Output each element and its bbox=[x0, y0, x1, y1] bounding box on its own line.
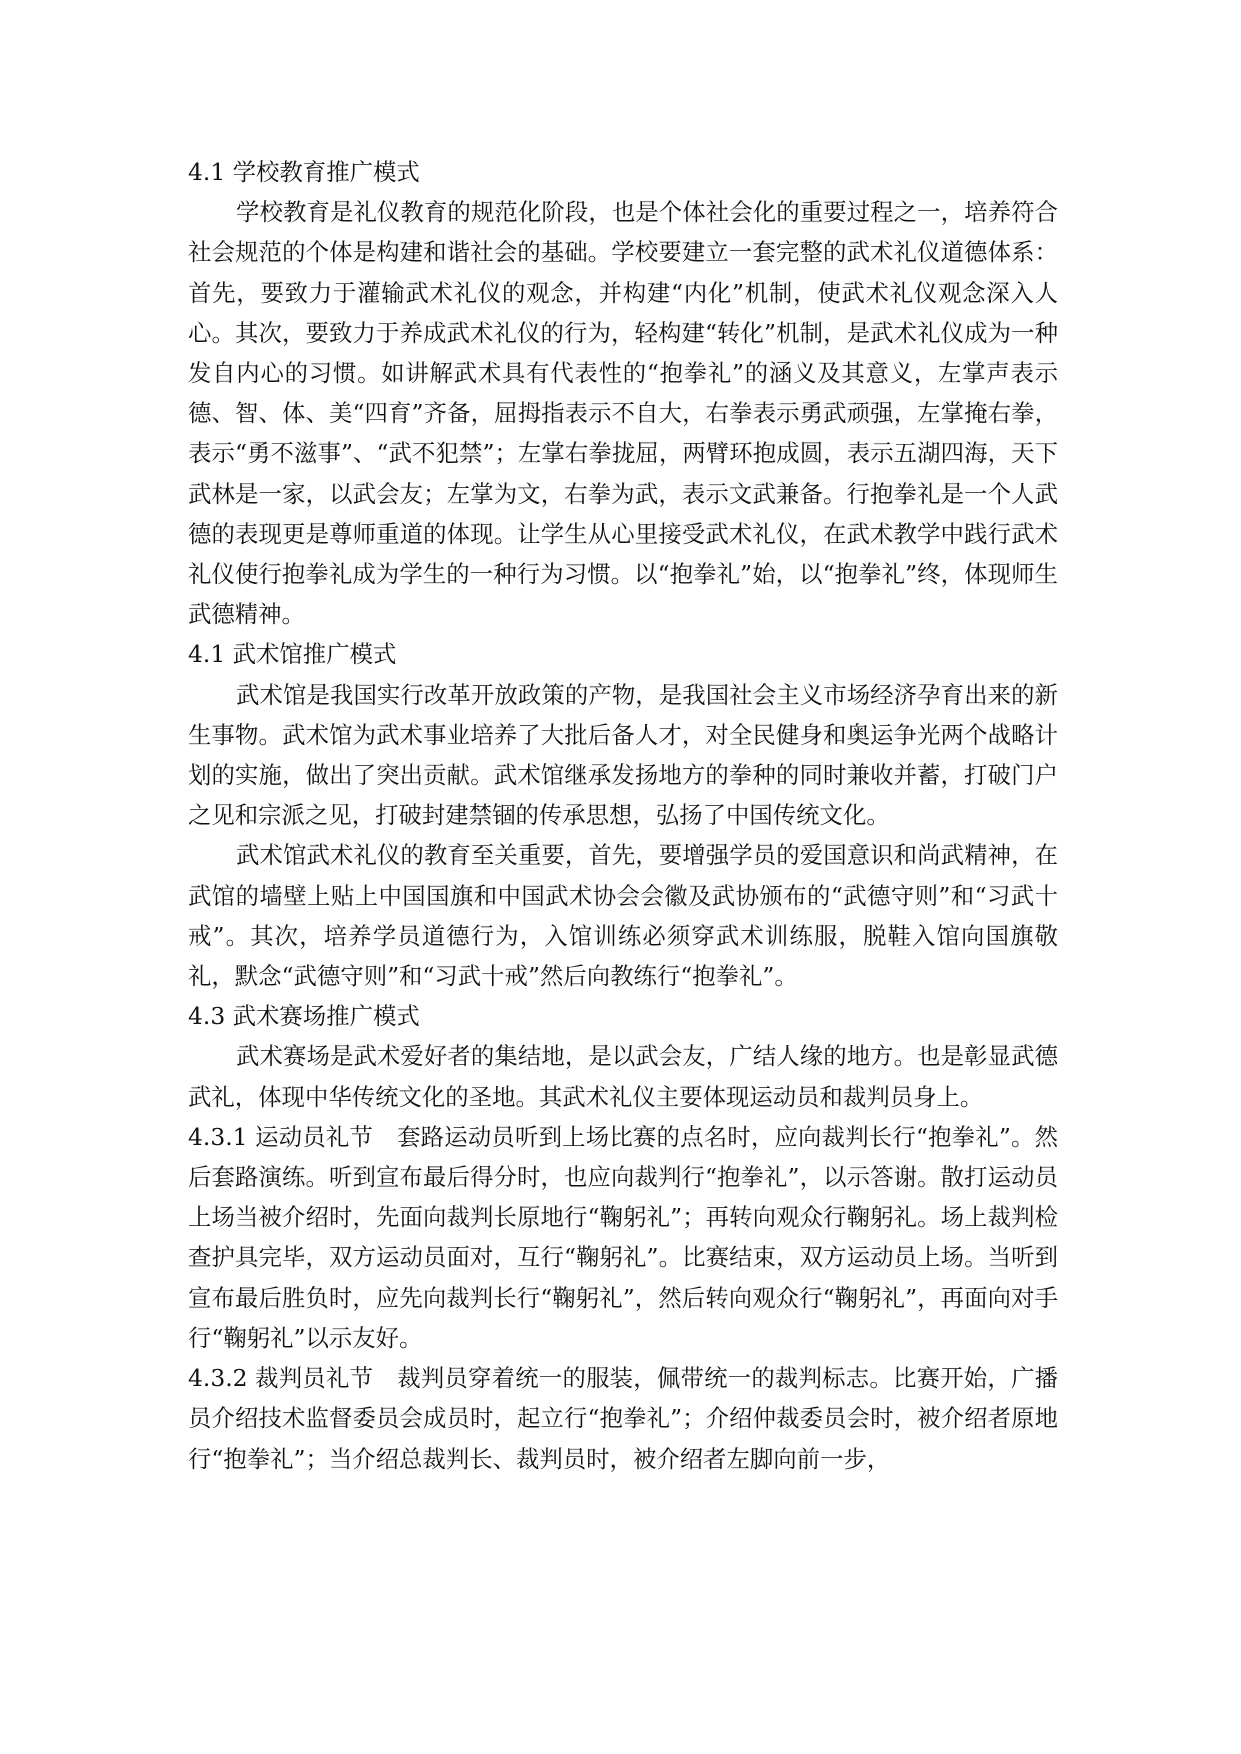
paragraph-school-education: 学校教育是礼仪教育的规范化阶段，也是个体社会化的重要过程之一，培养符合社会规范的个体是构建和谐社会的基础。学校要建立一套完整的武术礼仪道德体系：首先，要致力于灌输武术礼仪的观念，并构建“内化”机制，使武术礼仪观念深入人心。其次，要致力于养成武术礼仪的行为，轻构建“转化”机制，是武术礼仪成为一种发自内心的习惯。如讲解武术具有代表性的“抱拳礼”的涵义及其意义，左掌声表示德、智、体、美“四育”齐备，屈拇指表示不自大，右拳表示勇武顽强，左掌掩右拳，表示“勇不滋事”、“武不犯禁”；左掌右拳拢屈，两臂环抱成圆，表示五湖四海，天下武林是一家，以武会友；左掌为文，右拳为武，表示文武兼备。行抱拳礼是一个人武德的表现更是尊师重道的体现。让学生从心里接受武术礼仪，在武术教学中践行武术礼仪使行抱拳礼成为学生的一种行为习惯。以“抱拳礼”始，以“抱拳礼”终，体现师生武德精神。 bbox=[188, 198, 1058, 629]
paragraph-wushu-hall-etiquette: 武术馆武术礼仪的教育至关重要，首先，要增强学员的爱国意识和尚武精神，在武馆的墙壁上贴上中国国旗和中国武术协会会徽及武协颁布的“武德守则”和“习武十戒”。其次，培养学员道德行为，入馆训练必须穿武术训练服，脱鞋入馆向国旗敬礼，默念“武德守则”和“习武十戒”然后向教练行“抱拳礼”。 bbox=[188, 841, 1058, 991]
subsection-label-referee: 4.3.2 裁判员礼节 bbox=[188, 1364, 374, 1393]
subsection-text-athlete: 套路运动员听到上场比赛的点名时，应向裁判长行“抱拳礼”。然后套路演练。听到宣布最后得分时，也应向裁判行“抱拳礼”，以示答谢。散打运动员上场当被介绍时，先面向裁判长原地行“鞠躬礼”；再转向观众行鞠躬礼。场上裁判检查护具完毕，双方运动员面对，互行“鞠躬礼”。比赛结束，双方运动员上场。当听到宣布最后胜负时，应先向裁判长行“鞠躬礼”，然后转向观众行“鞠躬礼”，再面向对手行“鞠躬礼”以示友好。 bbox=[188, 1122, 1058, 1352]
paragraph-wushu-hall-intro: 武术馆是我国实行改革开放政策的产物，是我国社会主义市场经济孕育出来的新生事物。武术馆为武术事业培养了大批后备人才，对全民健身和奥运争光两个战略计划的实施，做出了突出贡献。武术馆继承发扬地方的拳种的同时兼收并蓄，打破门户之见和宗派之见，打破封建禁锢的传承思想，弘扬了中国传统文化。 bbox=[188, 680, 1058, 830]
document-page bbox=[188, 152, 1058, 1479]
section-heading-competition: 4.3 武术赛场推广模式 bbox=[188, 1002, 420, 1031]
section-heading-school: 4.1 学校教育推广模式 bbox=[188, 158, 420, 186]
paragraph-competition-intro: 武术赛场是武术爱好者的集结地，是以武会友，广结人缘的地方。也是彰显武德武礼，体现中华传统文化的圣地。其武术礼仪主要体现运动员和裁判员身上。 bbox=[188, 1042, 1058, 1111]
subsection-label-athlete: 4.3.1 运动员礼节 bbox=[188, 1122, 374, 1151]
paragraph-referee-etiquette bbox=[188, 1358, 1058, 1479]
paragraph-athlete-etiquette bbox=[188, 1117, 1058, 1358]
subsection-text-referee: 裁判员穿着统一的服装，佩带统一的裁判标志。比赛开始，广播员介绍技术监督委员会成员时，起立行“抱拳礼”；介绍仲裁委员会时，被介绍者原地行“抱拳礼”；当介绍总裁判长、裁判员时，被介绍者左脚向前一步， bbox=[188, 1364, 1059, 1473]
section-heading-wushu-hall: 4.1 武术馆推广模式 bbox=[188, 640, 397, 669]
